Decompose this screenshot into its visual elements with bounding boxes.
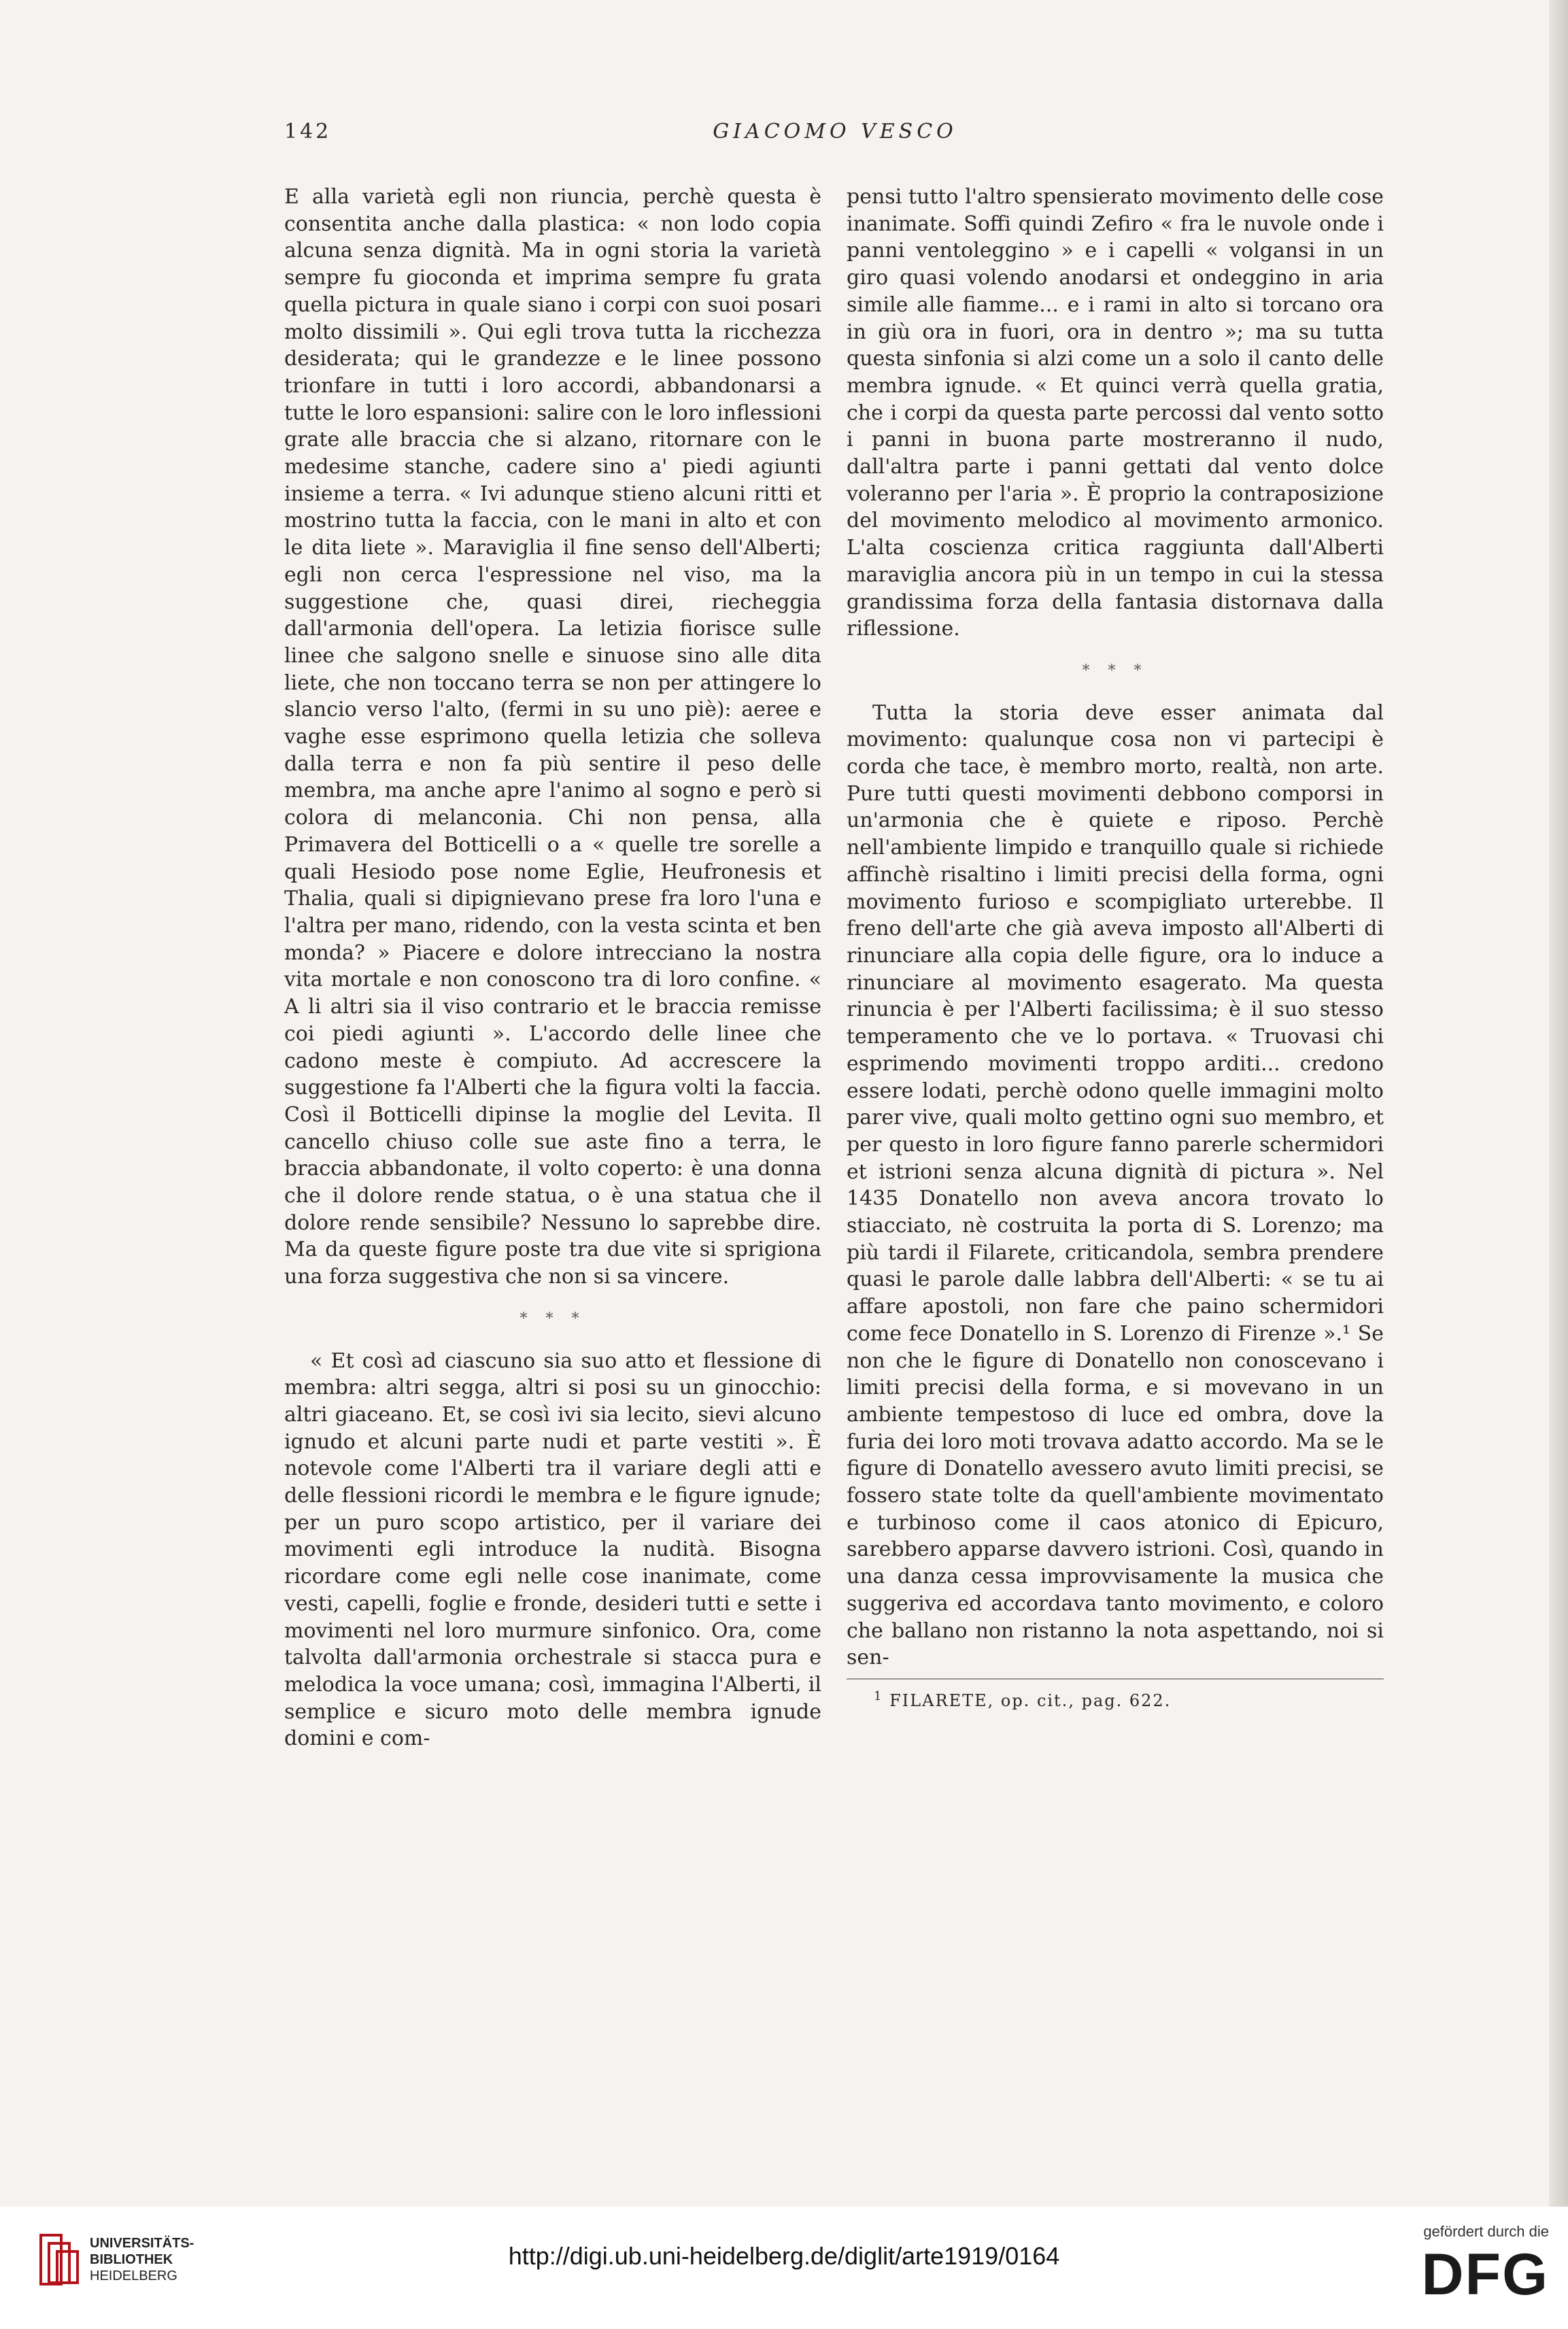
footnote-divider — [847, 1678, 1384, 1680]
footnote-marker: 1 — [874, 1688, 883, 1703]
page-number: 142 — [284, 120, 332, 143]
paragraph: pensi tutto l'altro spensierato movimento delle cose inanimate. Soffi quindi Zefiro « fra le nuvole onde i panni ventoleggino » e i capelli « volgansi in un giro quasi volendo anodarsi et ondeggino in aria simile alle fiamme... e i rami in alto si torcano ora in giù ora in fuori, ora in dentro »; ma su tutta questa sinfonia si alzi come un a solo il canto delle membra ignude. « Et quinci verrà quella gratia, che i corpi da questa parte percossi dal vento sotto i panni in buona parte mostreranno il nudo, dall'altra parte i panni gettati dal vento dolce voleranno per l'aria ». È proprio la contraposizione del movimento melodico al movimento armonico. L'alta coscienza critica raggiunta dall'Alberti maraviglia ancora più in un tempo in cui la stessa grandissima forza della fantasia distornava dalla riflessione. — [847, 185, 1384, 641]
paragraph: « Et così ad ciascuno sia suo atto et flessione di membra: altri segga, altri si posi su un ginocchio: altri giaceano. Et, se così ivi sia lecito, sievi alcuno ignudo et alcuni parte nudi et parte vestiti ». È notevole come l'Alberti tra il variare degli atti e delle flessioni ricordi le membra e le figure ignude; per un puro scopo artistico, per il variare dei movimenti egli introduce la nudità. Bisogna ricordare come egli nelle cose inanimate, come vesti, capelli, foglie e fronde, desideri tutti e sette i movimenti nel loro murmure sinfonico. Ora, come talvolta dall'armonia orchestrale si stacca pura e melodica la voce umana; così, immagina l'Alberti, il semplice e sicuro moto delle membra ignude domini e com- — [284, 1348, 821, 1751]
paragraph: Tutta la storia deve esser animata dal movimento: qualunque cosa non vi partecipi è corda che tace, è membro morto, realtà, non arte. Pure tutti questi movimenti debbono comporsi in un'armonia che è quiete e riposo. Perchè nell'ambiente limpido e tranquillo quale si richiede affinchè risaltino i limiti precisi della forma, ogni movimento furioso e scompigliato urterebbe. Il freno dell'arte che già aveva imposto all'Alberti di rinunciare alla copia delle figure, ora lo induce a rinunciare al movimento esagerato. Ma questa rinuncia è per l'Alberti facilissima; è il suo stesso temperamento che ve lo portava. « Truovasi chi esprimendo movimenti troppo arditi... credono essere lodati, perchè odono quelle immagini molto parer vive, quali molto gettino ogni suo membro, et per questo in loro figure fanno parerle schermidori et istrioni senza alcuna dignità di pictura ». Nel 1435 Donatello non aveva ancora trovato lo stiacciato, nè costruita la porta di S. Lorenzo; ma più tardi il Filarete, criticandola, sembra prendere quasi le parole dalle labbra dell'Alberti: « se tu ai affare apostoli, non fare che paino schermidori come fece Donatello in S. Lorenzo di Firenze ».¹ Se non che le figure di Donatello non conoscevano i limiti precisi della forma, e si movevano in un ambiente tempestoso di luce ed ombra, dove la furia dei loro moti trovava adatto accordo. Ma se le figure di Donatello avessero avuto limiti precisi, se fossero state tolte da quell'ambiente movimentato e turbinoso come il caos atonico di Epicuro, sarebbero apparse davvero istrioni. Così, quando in una danza cessa improvvisamente la musica che suggeriva ed accordava tanto movimento, e coloro che ballano non ristanno la nota aspettando, noi si sen- — [847, 700, 1384, 1670]
library-name-line: HEIDELBERG — [90, 2268, 177, 2283]
dfg-logo: DFG — [1421, 2242, 1549, 2307]
running-title: GIACOMO VESCO — [713, 120, 957, 143]
funder-block[interactable] — [1399, 2223, 1549, 2311]
right-text-column — [847, 184, 1384, 1712]
paragraph: E alla varietà egli non riuncia, perchè questa è consentita anche dalla plastica: « non lodo copia alcuna senza dignità. Ma in ogni storia la varietà sempre fu gioconda et imprima sempre fu grata quella pictura in quale siano i corpi con suoi posari molto dissimili ». Qui egli trova tutta la ricchezza desiderata; qui le grandezze e le linee possono trionfare in tutti i loro accordi, abbandonarsi a tutte le loro espansioni: salire con le loro inflessioni grate alle braccia che si alzano, ritornare con le medesime stanche, cadere sino a' piedi agiunti insieme a terra. « Ivi adunque stieno alcuni ritti et mostrino tutta la faccia, con le mani in alto et con le dita liete ». Maraviglia il fine senso dell'Alberti; egli non cerca l'espressione nel viso, ma la suggestione che, quasi direi, riecheggia dall'armonia dell'opera. La letizia fiorisce sulle linee che salgono snelle e sinuose sino alle dita liete, che non toccano terra se non per attingere lo slancio verso l'alto, (fermi in su uno piè): aeree e vaghe esse esprimono quella letizia che solleva dalla terra e non fa più sentire il peso delle membra, ma anche apre l'animo al sogno e però si colora di melanconia. Chi non pensa, alla Primavera del Botticelli o a « quelle tre sorelle a quali Hesiodo pose nome Eglie, Heufronesis et Thalia, quali si dipignievano prese fra loro l'una e l'altra per mano, ridendo, con la vesta scinta et ben monda? » Piacere e dolore intrecciano la nostra vita mortale e non conoscono tra di loro confine. « A li altri sia il viso contrario et le braccia remisse coi piedi agiunti ». L'accordo delle linee che cadono meste è compiuto. Ad accrescere la suggestione fa l'Alberti che la figura volti la faccia. Così il Botticelli dipinse la moglie del Levita. Il cancello chiuso colle sue aste fino a terra, le braccia abbandonate, il volto coperto: è una donna che il dolore rende statua, o è una statua che il dolore rende sensibile? Nessuno lo saprebbe dire. Ma da queste figure poste tra due vite si sprigiona una forza suggestiva che non si sa vincere. — [284, 185, 821, 1289]
funding-caption: gefördert durch die — [1423, 2223, 1549, 2240]
section-separator: * * * — [1082, 662, 1148, 679]
permalink-url[interactable]: http://digi.ub.uni-heidelberg.de/diglit/arte1919/0164 — [508, 2242, 1060, 2270]
left-text-column — [284, 184, 821, 1752]
section-separator: * * * — [519, 1310, 586, 1327]
library-name-line: UNIVERSITÄTS- — [90, 2236, 194, 2251]
viewer-footer — [0, 2207, 1568, 2329]
scan-edge-shadow — [1549, 0, 1568, 2329]
footnote-text: FILARETE, op. cit., pag. 622. — [889, 1690, 1172, 1710]
page-header — [284, 120, 1386, 154]
footnote — [847, 1685, 1384, 1712]
library-name-line: BIBLIOTHEK — [90, 2252, 173, 2267]
